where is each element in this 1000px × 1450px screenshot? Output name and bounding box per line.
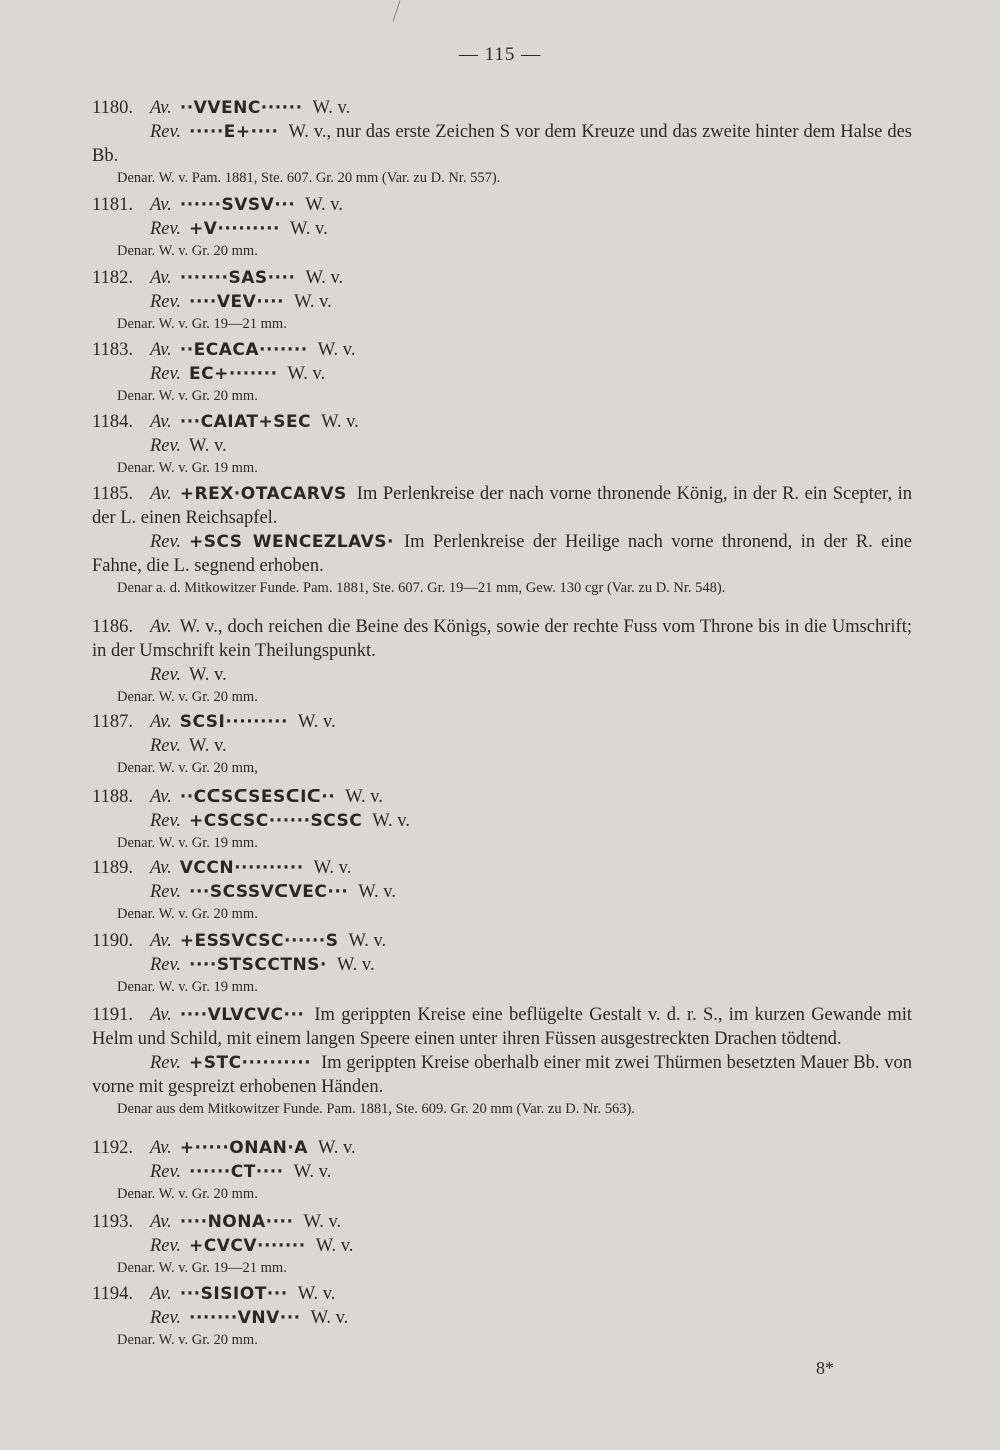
catalogue-entry (92, 785, 952, 853)
reverse-label: Rev. (150, 736, 181, 756)
catalogue-entry (92, 1282, 952, 1350)
entry-note: Denar. W. v. Gr. 20 mm. (117, 243, 258, 259)
obverse-line (92, 710, 952, 734)
description-text: W. v. (290, 219, 328, 239)
catalogue-entry (92, 96, 952, 188)
entry-note: Denar aus dem Mitkowitzer Funde. Pam. 1881, Ste. 609. Gr. 20 mm (Var. zu D. Nr. 563). (117, 1101, 635, 1117)
obverse-line (92, 338, 952, 362)
obverse-label: Av. (150, 712, 172, 732)
coin-legend: ·······VNV··· (188, 1308, 301, 1328)
entry-note: Denar. W. v. Gr. 20 mm. (117, 1186, 258, 1202)
reverse-label: Rev. (150, 122, 181, 142)
description-text: Im gerippten Kreise eine beflügelte Gestalt v. d. r. S., im kurzen Gewande mit Helm und Schild, mit einem langen Speere einen unter ihren Füssen ausgestreckten Drachen tödtend. (92, 1005, 912, 1049)
obverse-line (92, 96, 952, 120)
coin-legend: SCSI········· (179, 712, 288, 732)
reverse-line (92, 1234, 952, 1258)
description-text: W. v. (188, 436, 227, 456)
coin-legend: ······SVSV··· (179, 195, 296, 215)
reverse-line (92, 362, 952, 386)
reverse-line (92, 530, 912, 578)
description-text: W. v. (372, 811, 410, 831)
catalogue-entry (92, 929, 952, 997)
entry-number: 1183. (92, 340, 133, 360)
obverse-line (92, 193, 952, 217)
catalogue-entry (92, 1210, 952, 1278)
description-text: W. v. (336, 955, 375, 975)
description-text: W. v. (345, 787, 383, 807)
catalogue-entry (92, 410, 952, 478)
description-text: W. v., doch reichen die Beine des Königs, sowie der rechte Fuss vom Throne bis in die Umschrift; in der Umschrift kein Theilungspunkt. (92, 617, 912, 661)
coin-legend: +ESSVCSC······S (179, 931, 339, 951)
entry-note: Denar. W. v. Gr. 19 mm. (117, 979, 258, 995)
obverse-label: Av. (150, 340, 172, 360)
obverse-label: Av. (150, 98, 172, 118)
description-text: W. v. (293, 1162, 332, 1182)
coin-legend: +·····ONAN·A (179, 1138, 308, 1158)
entry-note: Denar. W. v. Gr. 19—21 mm. (117, 1260, 287, 1276)
coin-legend: +CVCV······· (188, 1236, 306, 1256)
reverse-label: Rev. (150, 219, 181, 239)
entry-note: Denar. W. v. Gr. 20 mm. (117, 906, 258, 922)
description-text: W. v. (321, 412, 359, 432)
description-text: W. v. (317, 340, 356, 360)
coin-legend: ···CAIAT+SEC (179, 412, 312, 432)
entry-number: 1190. (92, 931, 133, 951)
catalogue-entry (92, 338, 952, 406)
obverse-label: Av. (150, 412, 172, 432)
obverse-line (92, 1210, 952, 1234)
coin-legend: ······CT···· (188, 1162, 284, 1182)
reverse-label: Rev. (150, 882, 181, 902)
entry-note: Denar. W. v. Gr. 20 mm. (117, 388, 258, 404)
reverse-label: Rev. (150, 1236, 181, 1256)
reverse-line (92, 663, 952, 687)
description-text: W. v. (287, 364, 326, 384)
description-text: W. v. (188, 736, 227, 756)
entry-note: Denar. W. v. Pam. 1881, Ste. 607. Gr. 20 mm (Var. zu D. Nr. 557). (117, 170, 501, 186)
description-text: W. v. (358, 882, 396, 902)
coin-legend: ····NONA···· (179, 1212, 294, 1232)
coin-legend: ···SCSSVᑕVEC··· (188, 882, 349, 902)
reverse-label: Rev. (150, 1308, 181, 1328)
description-text: W. v. (315, 1236, 354, 1256)
entry-note: Denar. W. v. Gr. 19—21 mm. (117, 316, 287, 332)
coin-legend: ····STSCCTNS· (188, 955, 327, 975)
entry-number: 1193. (92, 1212, 133, 1232)
pencil-mark (393, 0, 401, 21)
obverse-label: Av. (150, 268, 172, 288)
obverse-label: Av. (150, 787, 172, 807)
reverse-label: Rev. (150, 292, 181, 312)
coin-legend: ··ECACA······· (179, 340, 308, 360)
entry-note: Denar. W. v. Gr. 20 mm, (117, 760, 258, 776)
coin-legend: ··VVENC······ (179, 98, 303, 118)
reverse-line (92, 809, 952, 833)
reverse-label: Rev. (150, 532, 181, 552)
obverse-label: Av. (150, 1284, 172, 1304)
entry-number: 1194. (92, 1284, 133, 1304)
description-text: W. v. (312, 98, 351, 118)
obverse-line (92, 1282, 952, 1306)
description-text: W. v., nur das erste Zeichen S vor dem Kreuze und das zweite hinter dem Halse des Bb. (92, 122, 912, 166)
description-text: W. v. (348, 931, 387, 951)
obverse-line (92, 615, 912, 663)
reverse-line (92, 880, 952, 904)
coin-legend: +CSCSC······SCSC (188, 811, 363, 831)
obverse-line (92, 856, 952, 880)
entry-number: 1189. (92, 858, 133, 878)
obverse-line (92, 482, 912, 530)
reverse-line (92, 953, 952, 977)
entry-number: 1188. (92, 787, 133, 807)
reverse-label: Rev. (150, 1162, 181, 1182)
coin-legend: ···SISIOT··· (179, 1284, 288, 1304)
obverse-line (92, 266, 952, 290)
coin-legend: +STC·········· (188, 1053, 312, 1073)
obverse-label: Av. (150, 1005, 172, 1025)
obverse-label: Av. (150, 1212, 172, 1232)
obverse-line (92, 1003, 912, 1051)
reverse-label: Rev. (150, 1053, 181, 1073)
entry-note: Denar. W. v. Gr. 20 mm. (117, 689, 258, 705)
description-text: W. v. (313, 858, 352, 878)
reverse-line (92, 1160, 952, 1184)
obverse-label: Av. (150, 617, 172, 637)
coin-legend: +REX·OTACARVS (179, 484, 347, 504)
entry-number: 1184. (92, 412, 133, 432)
entry-note: Denar. W. v. Gr. 19 mm. (117, 835, 258, 851)
description-text: W. v. (297, 712, 336, 732)
reverse-line (92, 1306, 952, 1330)
reverse-line (92, 217, 952, 241)
description-text: W. v. (310, 1308, 349, 1328)
entry-number: 1182. (92, 268, 133, 288)
entry-number: 1186. (92, 617, 133, 637)
reverse-line (92, 734, 952, 758)
obverse-label: Av. (150, 484, 172, 504)
entry-number: 1191. (92, 1005, 133, 1025)
reverse-label: Rev. (150, 364, 181, 384)
description-text: W. v. (297, 1284, 336, 1304)
obverse-label: Av. (150, 1138, 172, 1158)
entry-number: 1180. (92, 98, 133, 118)
description-text: W. v. (188, 665, 227, 685)
catalogue-entry (92, 193, 952, 261)
coin-legend: VCCN·········· (179, 858, 304, 878)
reverse-label: Rev. (150, 665, 181, 685)
obverse-line (92, 410, 952, 434)
entry-number: 1192. (92, 1138, 133, 1158)
reverse-line (92, 290, 952, 314)
catalogue-entry (92, 710, 952, 778)
coin-legend: ·······SAS···· (179, 268, 296, 288)
entry-note: Denar. W. v. Gr. 20 mm. (117, 1332, 258, 1348)
reverse-label: Rev. (150, 811, 181, 831)
reverse-line (92, 120, 912, 168)
description-text: Im Perlenkreise der nach vorne thronende König, in der R. ein Scepter, in der L. einen Reichsapfel. (92, 484, 912, 528)
description-text: W. v. (317, 1138, 356, 1158)
entry-number: 1185. (92, 484, 133, 504)
obverse-label: Av. (150, 931, 172, 951)
entry-note: Denar. W. v. Gr. 19 mm. (117, 460, 258, 476)
obverse-line (92, 929, 952, 953)
coin-legend: ·····E+···· (188, 122, 279, 142)
description-text: W. v. (305, 268, 344, 288)
description-text: W. v. (294, 292, 332, 312)
reverse-line (92, 1051, 912, 1099)
catalogue-entry (92, 1136, 952, 1204)
description-text: W. v. (305, 195, 343, 215)
catalogue-entry (92, 266, 952, 334)
coin-legend: +V········· (188, 219, 281, 239)
description-text: Im gerippten Kreise oberhalb einer mit zwei Thürmen besetzten Mauer Bb. von vorne mit gespreizt erhobenen Händen. (92, 1053, 912, 1097)
entry-number: 1187. (92, 712, 133, 732)
reverse-label: Rev. (150, 436, 181, 456)
coin-legend: ····VLVCVC··· (179, 1005, 305, 1025)
entry-note: Denar a. d. Mitkowitzer Funde. Pam. 1881, Ste. 607. Gr. 19—21 mm, Gew. 130 cgr (Var. zu D. Nr. 548). (117, 580, 726, 596)
coin-legend: ····VEV···· (188, 292, 285, 312)
coin-legend: +SCS WENCEZLAVS· (188, 532, 394, 552)
coin-legend: ··CᑕSᑕSESᑕIᑕ·· (179, 787, 336, 807)
obverse-label: Av. (150, 195, 172, 215)
description-text: W. v. (303, 1212, 342, 1232)
page-number: — 115 — (458, 44, 542, 65)
obverse-line (92, 785, 952, 809)
reverse-label: Rev. (150, 955, 181, 975)
catalogue-entry (92, 856, 952, 924)
obverse-line (92, 1136, 952, 1160)
catalogue-entry (92, 615, 952, 707)
description-text: Im Perlenkreise der Heilige nach vorne thronend, in der R. eine Fahne, die L. segnend erhoben. (92, 532, 912, 576)
signature-mark: 8* (816, 1358, 834, 1378)
coin-legend: EC+······· (188, 364, 278, 384)
entry-number: 1181. (92, 195, 133, 215)
reverse-line (92, 434, 952, 458)
obverse-label: Av. (150, 858, 172, 878)
catalogue-entry (92, 482, 952, 598)
catalogue-entry (92, 1003, 952, 1119)
